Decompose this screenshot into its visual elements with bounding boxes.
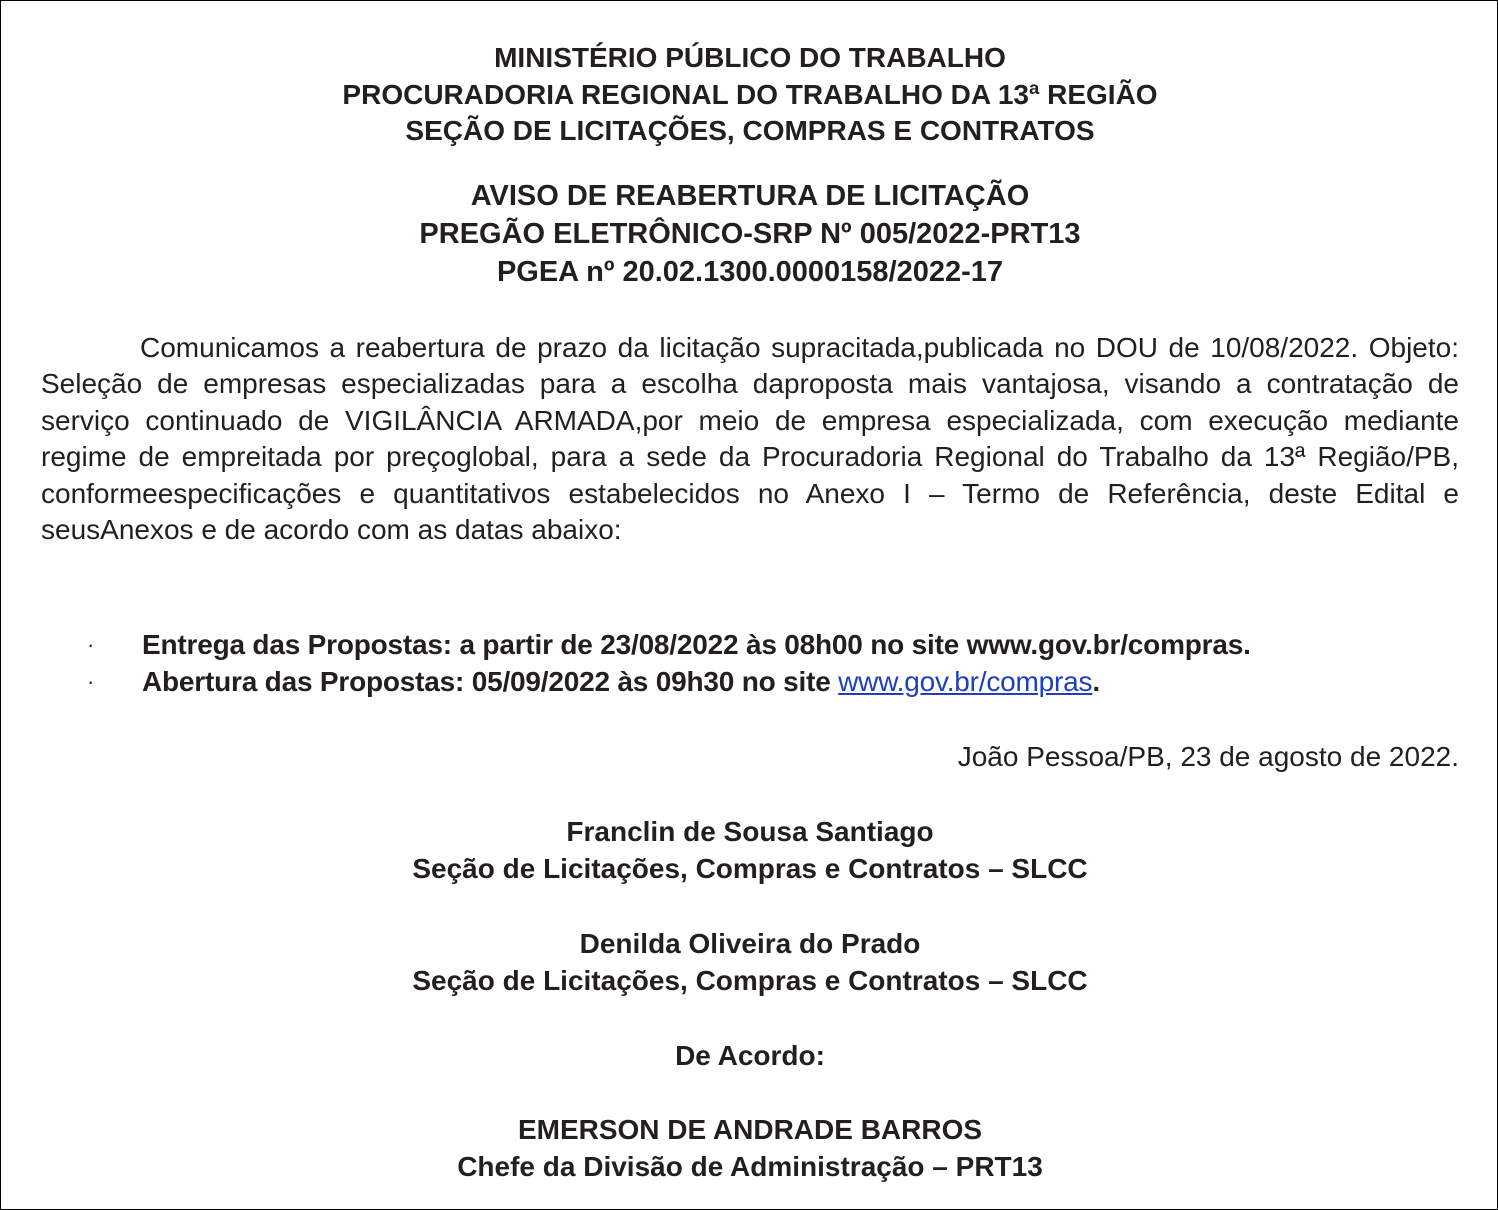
notice-body-paragraph: Comunicamos a reabertura de prazo da licitação supracitada,publicada no DOU de 10/08/2022. Objeto: Seleção de empresas especializadas para a escolha daproposta mais vantajosa, visando a contratação de serviço continuado de VIGILÂNCIA ARMADA,por meio de empresa especializada, com execução mediante regime de empreitada por preçoglobal, para a sede da Procuradoria Regional do Trabalho da 13ª Região/PB, conformeespecificações e quantitativos estabelecidos no Anexo I – Termo de Referência, deste Edital e seusAnexos e de acordo com as datas abaixo: bbox=[41, 332, 1459, 546]
bullet-icon: · bbox=[87, 669, 95, 694]
pgea-number: PGEA nº 20.02.1300.0000158/2022-17 bbox=[496, 256, 1004, 288]
place-and-date: João Pessoa/PB, 23 de agosto de 2022. bbox=[957, 741, 1459, 772]
proposal-delivery-date: Entrega das Propostas: a partir de 23/08/2022 às 08h00 no site www.gov.br/compras. bbox=[142, 629, 1251, 660]
header-section: SEÇÃO DE LICITAÇÕES, COMPRAS E CONTRATOS bbox=[405, 115, 1095, 146]
list-item bbox=[1, 663, 1498, 700]
header-procuradoria: PROCURADORIA REGIONAL DO TRABALHO DA 13ª REGIÃO bbox=[342, 78, 1158, 110]
signer-name: Denilda Oliveira do Prado bbox=[579, 928, 921, 959]
proposal-opening-date bbox=[142, 663, 1100, 700]
signature-3 bbox=[41, 1111, 1459, 1185]
dates-list bbox=[1, 626, 1498, 700]
signer-role: Seção de Licitações, Compras e Contratos – SLCC bbox=[412, 853, 1088, 884]
signature-1 bbox=[41, 813, 1459, 887]
signer-name: EMERSON DE ANDRADE BARROS bbox=[517, 1114, 983, 1145]
bullet-icon: · bbox=[87, 632, 95, 657]
pregao-number: PREGÃO ELETRÔNICO-SRP Nº 005/2022-PRT13 bbox=[419, 218, 1081, 250]
signer-name: Franclin de Sousa Santiago bbox=[566, 816, 934, 847]
list-item bbox=[1, 626, 1498, 663]
opening-date-text: Abertura das Propostas: 05/09/2022 às 09h30 no site bbox=[142, 666, 839, 697]
header-ministry: MINISTÉRIO PÚBLICO DO TRABALHO bbox=[494, 42, 1006, 73]
agreement-label: De Acordo: bbox=[675, 1040, 825, 1071]
notice-title-block bbox=[41, 177, 1459, 291]
compras-link[interactable]: www.gov.br/compras bbox=[838, 666, 1093, 697]
signer-role: Chefe da Divisão de Administração – PRT13 bbox=[457, 1151, 1043, 1182]
notice-title: AVISO DE REABERTURA DE LICITAÇÃO bbox=[470, 180, 1030, 212]
signer-role: Seção de Licitações, Compras e Contratos – SLCC bbox=[412, 965, 1088, 996]
signature-2 bbox=[41, 925, 1459, 999]
institution-header bbox=[41, 40, 1459, 150]
opening-date-period: . bbox=[1092, 666, 1100, 697]
